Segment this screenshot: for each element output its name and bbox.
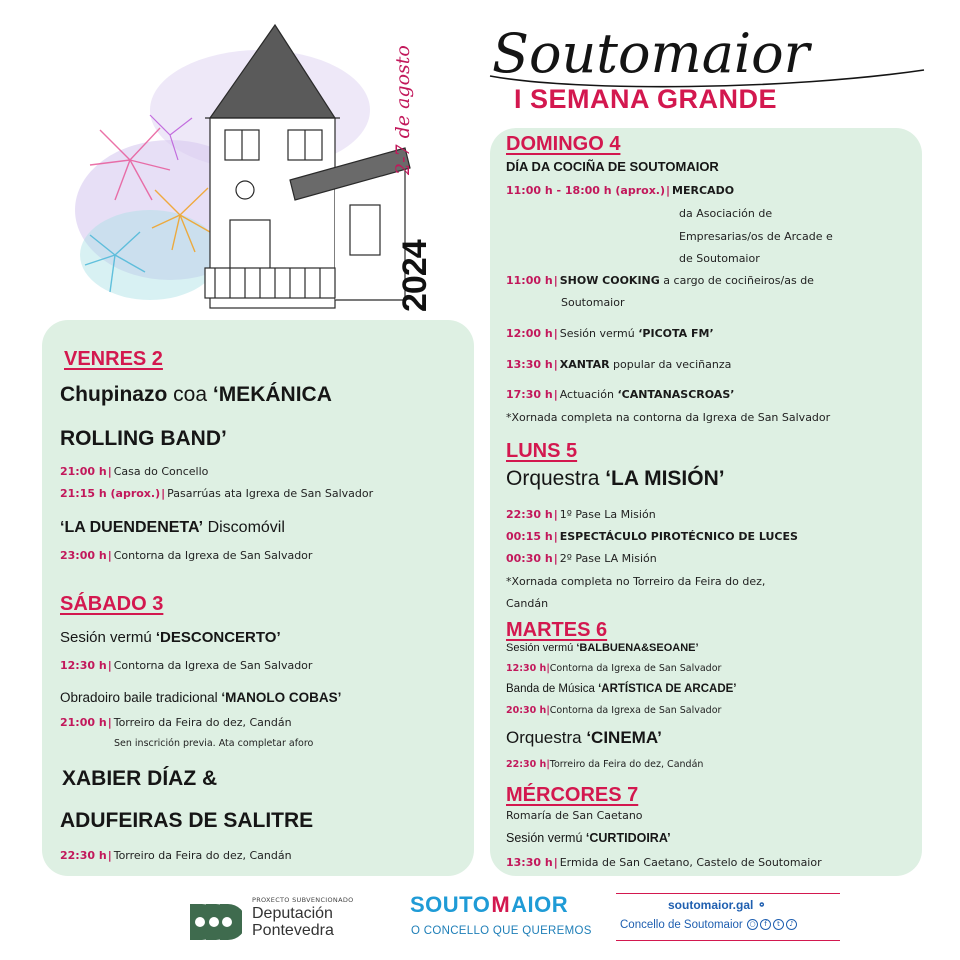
luns-note-1: *Xornada completa no Torreiro da Feira do dez, bbox=[506, 575, 766, 588]
title-script-text: Soutomaior bbox=[492, 22, 810, 85]
venres-line-2: 21:15 h (aprox.)| Pasarrúas ata Igrexa de San Salvador bbox=[60, 487, 374, 500]
domingo-e2: 11:00 h| SHOW COOKING a cargo de cociñeiros/as de bbox=[506, 274, 814, 287]
day-domingo: DOMINGO 4 bbox=[506, 133, 621, 155]
domingo-note: *Xornada completa na contorna da Igrexa de San Salvador bbox=[506, 411, 831, 424]
sabado-b: Obradoiro baile tradicional ‘MANOLO COBAS’ bbox=[60, 690, 342, 705]
footer-rule-top bbox=[616, 893, 840, 894]
luns-line-2: 00:15 h| ESPECTÁCULO PIROTÉCNICO DE LUCES bbox=[506, 530, 798, 543]
mercores-b: Sesión vermú ‘CURTIDOIRA’ bbox=[506, 831, 671, 845]
dates-vertical: 2-7 de agosto bbox=[392, 45, 414, 175]
deputacion-small-label: PROXECTO SUBVENCIONADO bbox=[252, 896, 354, 904]
soutomaior-brand: SOUTOMAIOR bbox=[410, 892, 569, 917]
twitter-icon[interactable]: t bbox=[773, 919, 784, 930]
luns-headline: Orquestra ‘LA MISIÓN’ bbox=[506, 467, 725, 490]
title-script bbox=[488, 6, 928, 96]
day-mercores: MÉRCORES 7 bbox=[506, 784, 639, 806]
luns-note-2: Candán bbox=[506, 597, 549, 610]
domingo-subtitle: DÍA DA COCIÑA DE SOUTOMAIOR bbox=[506, 159, 719, 174]
sabado-a-line: 12:30 h| Contorna da Igrexa de San Salvador bbox=[60, 659, 313, 672]
martes-c-line: 22:30 h|Torreiro da Feira do dez, Candán bbox=[506, 759, 704, 770]
domingo-e4: 13:30 h| XANTAR popular da veciñanza bbox=[506, 358, 732, 371]
tiktok-icon[interactable]: ♪ bbox=[786, 919, 797, 930]
deputacion-logo-icon bbox=[186, 898, 242, 946]
mercores-a: Romaría de San Caetano bbox=[506, 809, 643, 822]
footer-rule-bottom bbox=[616, 940, 840, 941]
web-icon: ⚬ bbox=[756, 898, 767, 912]
martes-b: Banda de Música ‘ARTÍSTICA DE ARCADE’ bbox=[506, 683, 737, 695]
domingo-e1-c1: da Asociación de bbox=[679, 207, 773, 220]
luns-line-3: 00:30 h| 2º Pase LA Misión bbox=[506, 552, 657, 565]
day-venres: VENRES 2 bbox=[64, 348, 163, 370]
venres-sub: ‘LA DUENDENETA’ Discomóvil bbox=[60, 519, 285, 536]
concello-label: Concello de Soutomaior bbox=[620, 919, 743, 931]
sabado-c-1: XABIER DÍAZ & bbox=[62, 767, 218, 790]
sabado-c-2: ADUFEIRAS DE SALITRE bbox=[60, 809, 314, 832]
sabado-b-note: Sen inscrición previa. Ata completar aforo bbox=[114, 738, 314, 749]
sabado-a: Sesión vermú ‘DESCONCERTO’ bbox=[60, 629, 281, 646]
domingo-e1-c2: Empresarias/os de Arcade e bbox=[679, 230, 833, 243]
day-sabado: SÁBADO 3 bbox=[60, 593, 164, 615]
domingo-e1: 11:00 h - 18:00 h (aprox.)| MERCADO bbox=[506, 184, 735, 197]
martes-c: Orquestra ‘CINEMA’ bbox=[506, 728, 662, 747]
martes-a: Sesión vermú ‘BALBUENA&SEOANE’ bbox=[506, 642, 699, 654]
day-martes: MARTES 6 bbox=[506, 619, 608, 641]
instagram-icon[interactable]: ○ bbox=[747, 919, 758, 930]
domingo-e1-c3: de Soutomaior bbox=[679, 252, 760, 265]
year-vertical: 2024 bbox=[396, 240, 434, 312]
domingo-e3: 12:00 h| Sesión vermú ‘PICOTA FM’ bbox=[506, 327, 714, 340]
sabado-b-line: 21:00 h| Torreiro da Feira do dez, Candán bbox=[60, 716, 292, 729]
martes-a-line: 12:30 h|Contorna da Igrexa de San Salvador bbox=[506, 663, 722, 674]
sabado-c-line: 22:30 h| Torreiro da Feira do dez, Candán bbox=[60, 849, 292, 862]
facebook-icon[interactable]: f bbox=[760, 919, 771, 930]
website-link[interactable]: soutomaior.gal ⚬ bbox=[668, 898, 767, 912]
venres-line-3: 23:00 h| Contorna da Igrexa de San Salvador bbox=[60, 549, 313, 562]
title-sub: I SEMANA GRANDE bbox=[514, 84, 778, 114]
venres-headline-2: ROLLING BAND’ bbox=[60, 427, 227, 450]
martes-b-line: 20:30 h|Contorna da Igrexa de San Salvador bbox=[506, 705, 722, 716]
domingo-e5: 17:30 h| Actuación ‘CANTANASCROAS’ bbox=[506, 388, 735, 401]
luns-line-1: 22:30 h| 1º Pase La Misión bbox=[506, 508, 656, 521]
venres-line-1: 21:00 h| Casa do Concello bbox=[60, 465, 209, 478]
soutomaior-tagline: O CONCELLO QUE QUEREMOS bbox=[411, 925, 592, 937]
day-luns: LUNS 5 bbox=[506, 440, 578, 462]
mercores-c: 13:30 h| Ermida de San Caetano, Castelo de Soutomaior bbox=[506, 856, 822, 869]
deputacion-name: Deputación Pontevedra bbox=[252, 905, 334, 939]
domingo-e2-c: Soutomaior bbox=[561, 296, 625, 309]
venres-headline-1: Chupinazo coa ‘MEKÁNICA bbox=[60, 383, 332, 406]
